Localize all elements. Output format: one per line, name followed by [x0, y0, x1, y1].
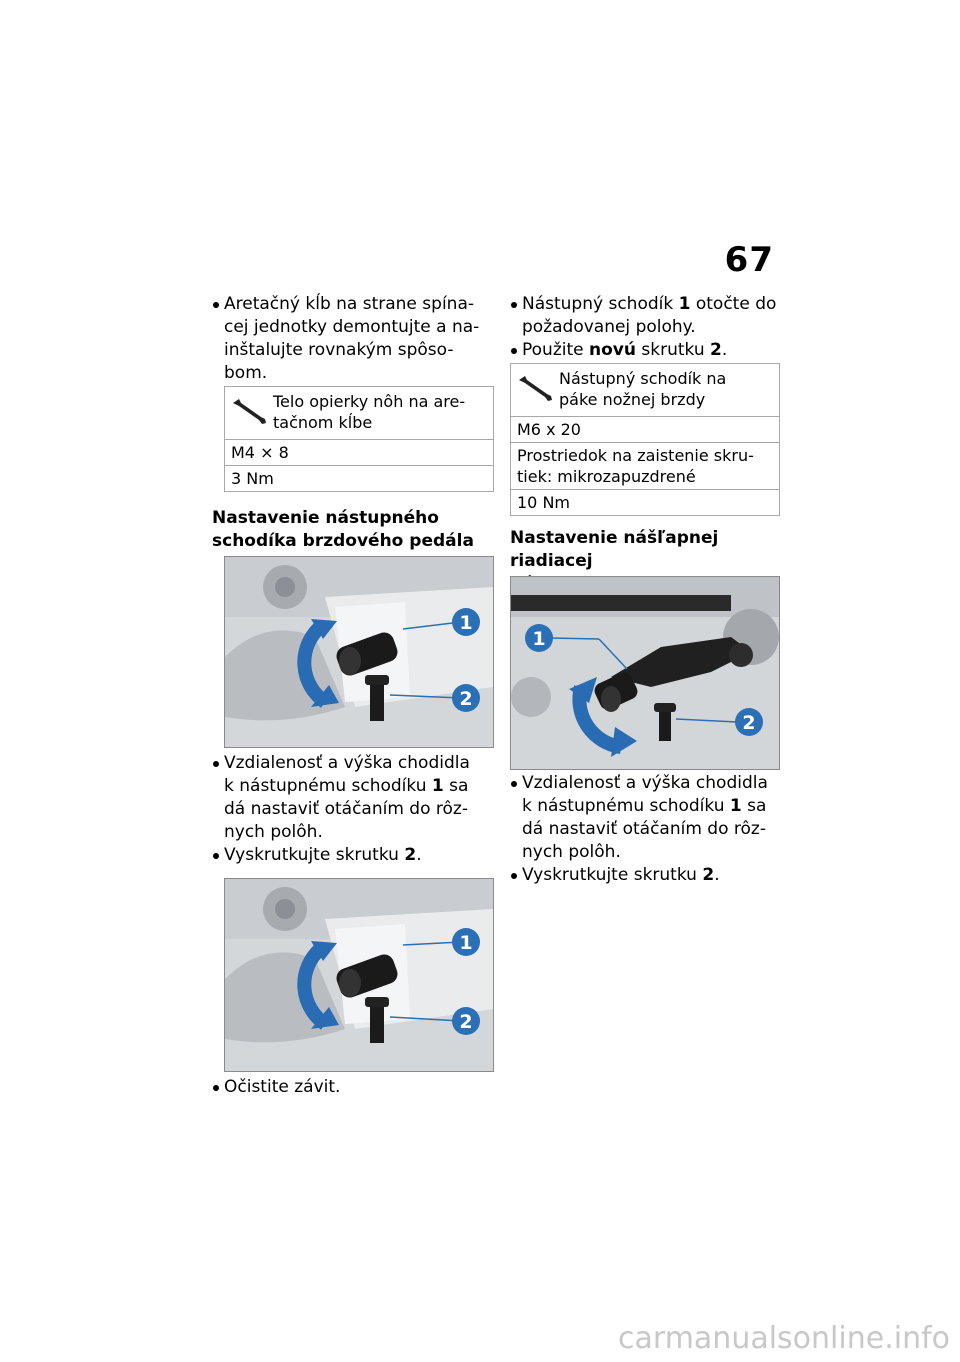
list-item: Použite novú skrutku 2.	[510, 339, 780, 362]
callout-2: 2	[459, 1011, 473, 1033]
spec-title: Telo opierky nôh na are-	[273, 392, 466, 411]
spec-torque: 3 Nm	[225, 465, 493, 491]
page-number: 67	[724, 240, 774, 280]
callout-2: 2	[742, 712, 756, 734]
spec-table-right: Nástupný schodík na páke nožnej brzdy M6 x 20 Prostriedok na zaistenie skru- tiek: mikrozapuzdrené 10 Nm	[510, 363, 780, 516]
right-bullets-top	[510, 293, 780, 362]
section-heading-right: Nastavenie nášľapnej riadiacej	[510, 528, 719, 571]
spec-torque: 10 Nm	[511, 489, 779, 515]
intro-bullet: Aretačný kĺb na strane spína- cej jednotky demontujte a na- inštalujte rovnakým spôso- bom.	[212, 293, 494, 385]
wrench-icon	[231, 397, 269, 425]
bullets-right-2	[510, 772, 780, 887]
list-item: Vzdialenosť a výška chodidla k nástupnému schodíku 1 sa dá nastaviť otáčaním do rôz- nych polôh.	[212, 752, 494, 844]
figure-brake-step-2	[224, 878, 494, 1072]
left-column	[212, 293, 494, 385]
list-item: Vzdialenosť a výška chodidla k nástupnému schodíku 1 sa dá nastaviť otáčaním do rôz- nych polôh.	[510, 772, 780, 864]
figure-brake-step-1	[224, 556, 494, 748]
list-item: Vyskrutkujte skrutku 2.	[510, 864, 780, 887]
bullets-left-1	[212, 752, 494, 867]
spec-title: Nástupný schodík na	[559, 369, 727, 388]
final-bullet	[212, 1076, 494, 1099]
callout-1: 1	[532, 628, 546, 650]
spec-threadlock: Prostriedok na zaistenie skru- tiek: mikrozapuzdrené	[511, 442, 779, 489]
callout-2: 2	[459, 688, 473, 710]
watermark: carmanualsonline.info	[618, 1321, 950, 1356]
list-item: Nástupný schodík 1 otočte do požadovanej polohy.	[510, 293, 780, 339]
callout-1: 1	[459, 932, 473, 954]
figure-gear-lever	[510, 576, 780, 770]
wrench-icon	[517, 374, 555, 402]
list-item: Očistite závit.	[212, 1076, 494, 1099]
callout-1: 1	[459, 612, 473, 634]
spec-size: M4 × 8	[225, 439, 493, 465]
spec-table-left: Telo opierky nôh na are- tačnom kĺbe M4 × 8 3 Nm	[224, 386, 494, 492]
section-heading-left: Nastavenie nástupného schodíka brzdového pedála	[212, 508, 474, 551]
spec-size: M6 x 20	[511, 416, 779, 442]
list-item: Vyskrutkujte skrutku 2.	[212, 844, 494, 867]
